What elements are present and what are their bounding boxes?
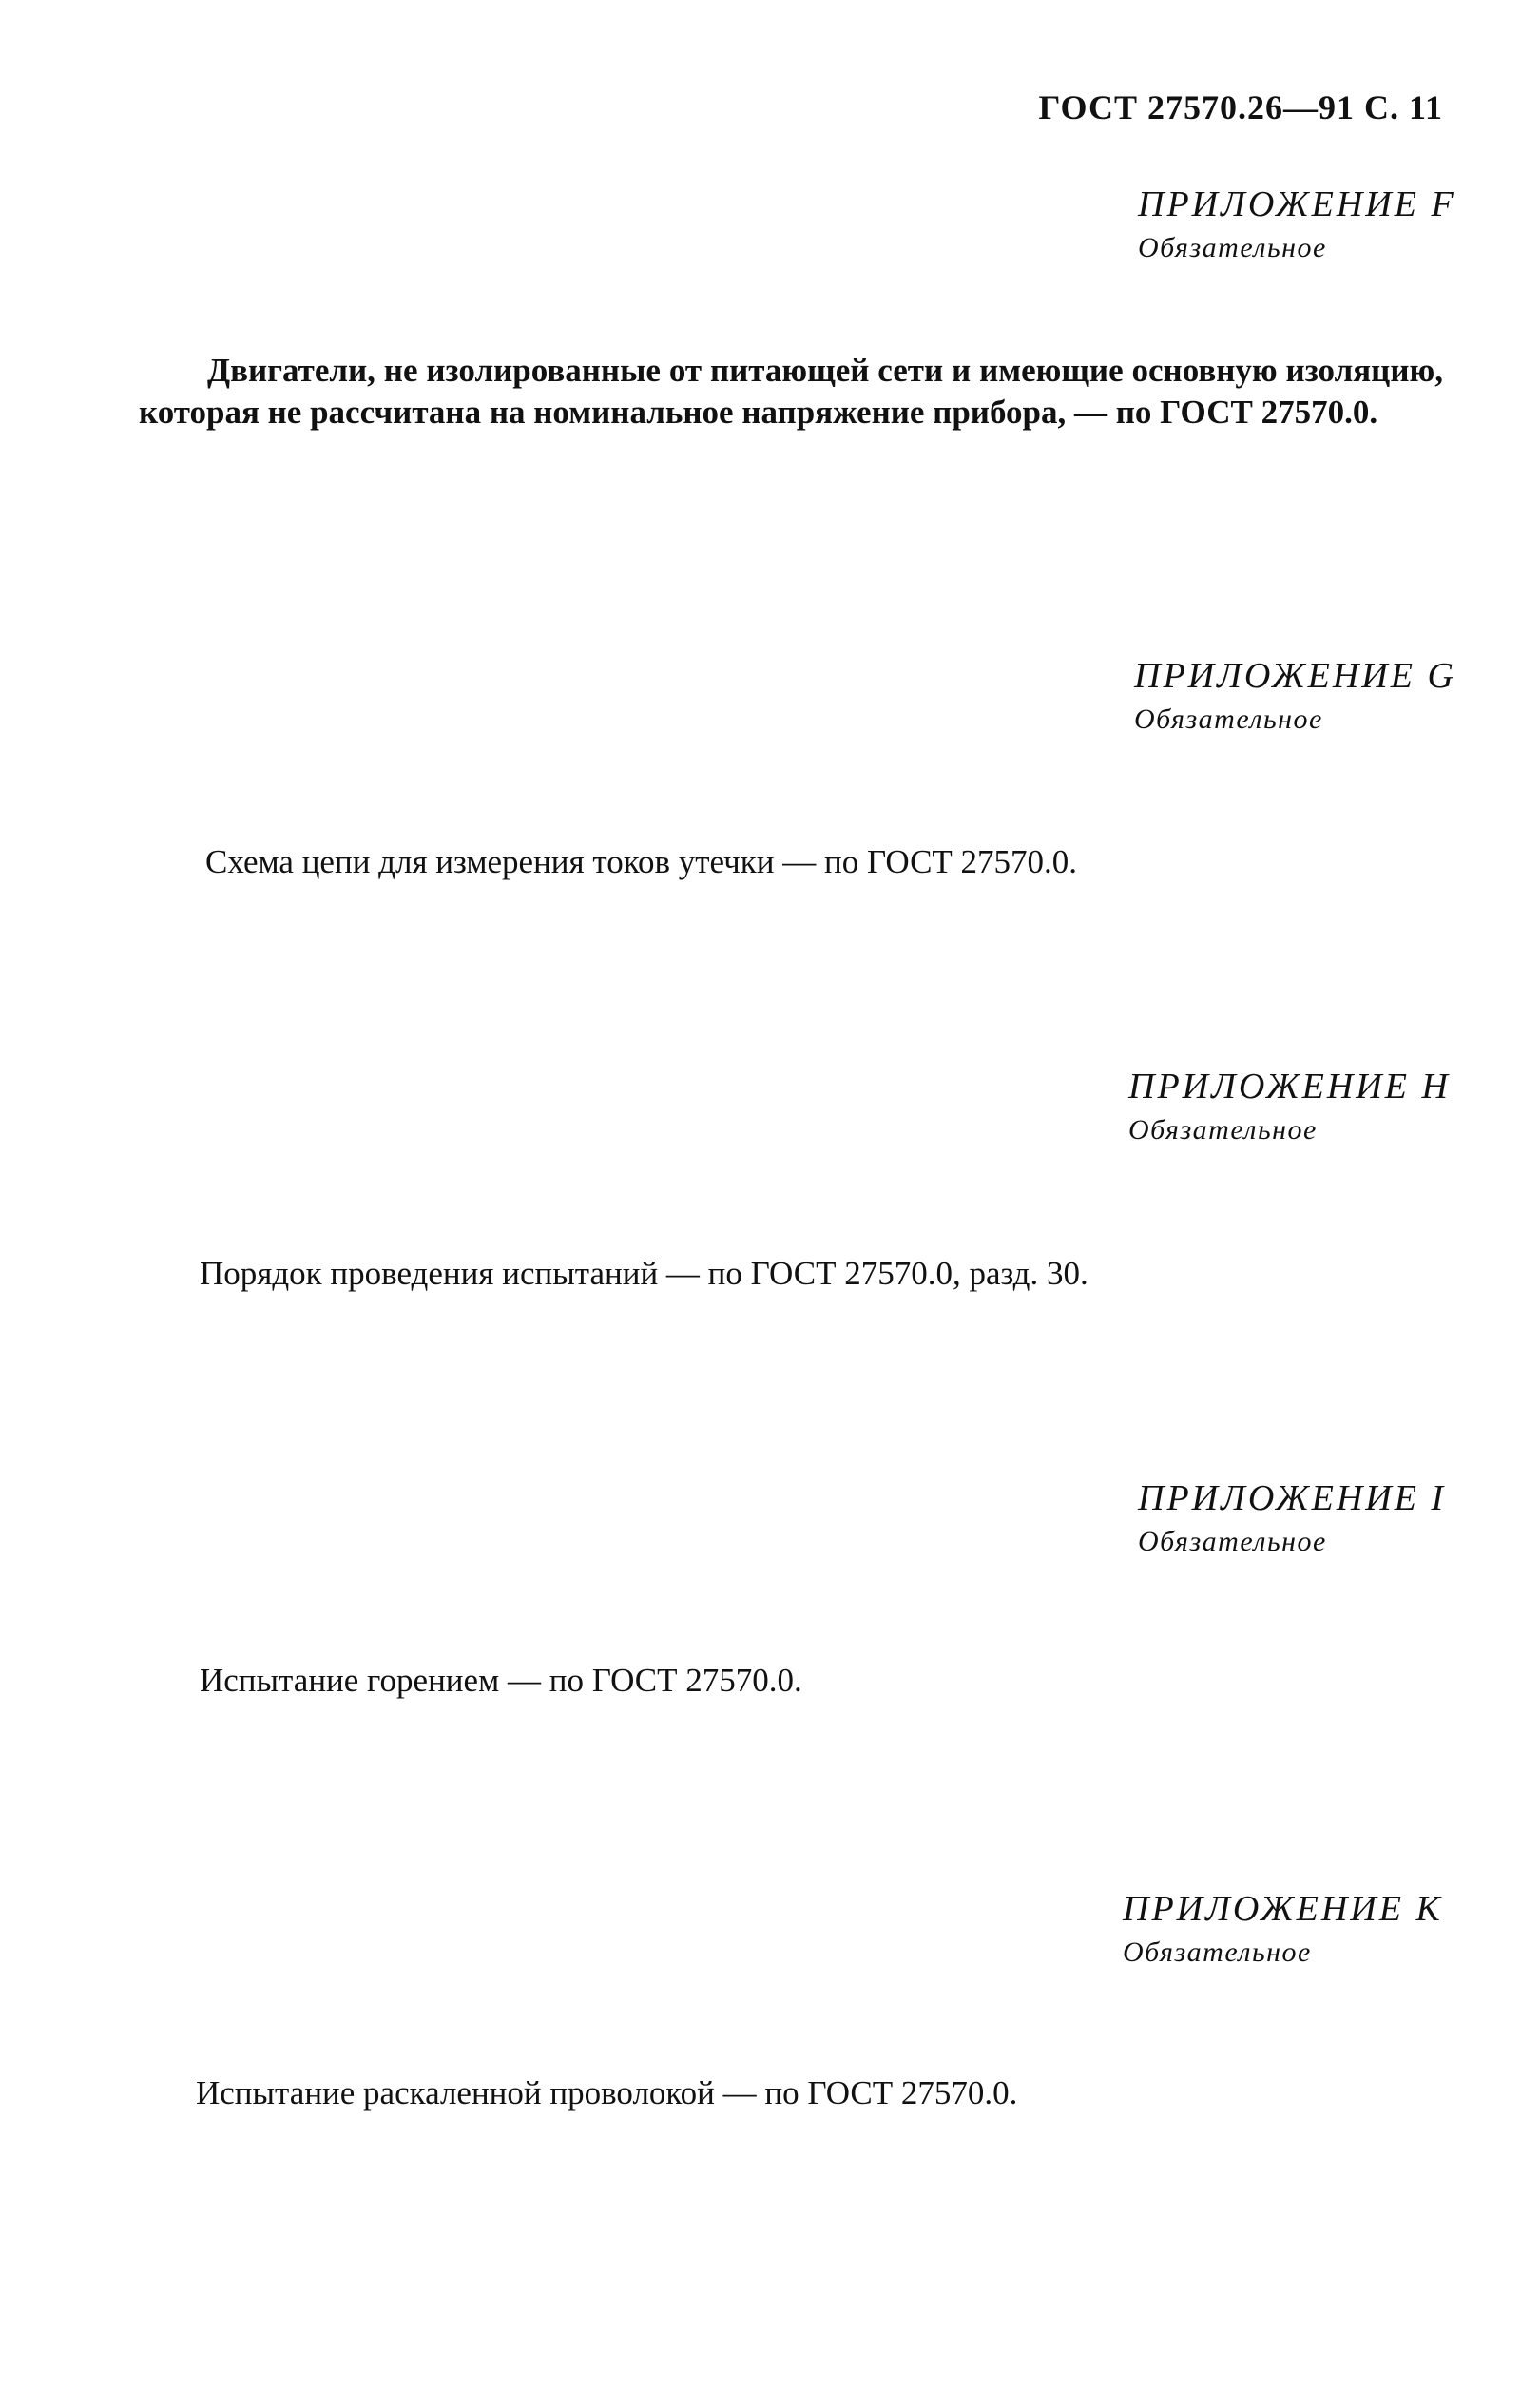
appendix-g-text: Схема цепи для измерения токов утечки — по ГОСТ 27570.0. bbox=[205, 843, 1078, 880]
appendix-f-heading bbox=[1138, 183, 1456, 265]
appendix-h-title: ПРИЛОЖЕНИЕ H bbox=[1128, 1067, 1451, 1107]
appendix-k-text: Испытание раскаленной проволокой — по ГОСТ 27570.0. bbox=[196, 2074, 1018, 2111]
appendix-i-text: Испытание горением — по ГОСТ 27570.0. bbox=[200, 1662, 802, 1699]
appendix-i-title: ПРИЛОЖЕНИЕ I bbox=[1138, 1478, 1447, 1518]
appendix-f-text: Двигатели, не изолированные от питающей сети и имеющие основную изоляцию, которая не рассчитана на номинальное напряжение прибора, — по ГОСТ 27570.0. bbox=[139, 352, 1443, 431]
appendix-h-status: Обязательное bbox=[1128, 1113, 1318, 1146]
page-header: ГОСТ 27570.26—91 С. 11 bbox=[1038, 88, 1443, 126]
appendix-g-title: ПРИЛОЖЕНИЕ G bbox=[1134, 656, 1456, 696]
appendix-h-text: Порядок проведения испытаний — по ГОСТ 27570.0, разд. 30. bbox=[200, 1255, 1088, 1292]
appendix-k-heading bbox=[1123, 1887, 1443, 1970]
appendix-i-heading bbox=[1138, 1476, 1446, 1559]
appendix-f-title: ПРИЛОЖЕНИЕ F bbox=[1138, 184, 1456, 224]
appendix-k-status: Обязательное bbox=[1123, 1936, 1312, 1968]
appendix-f-status: Обязательное bbox=[1138, 231, 1327, 263]
appendix-g-status: Обязательное bbox=[1134, 703, 1323, 735]
appendix-k-title: ПРИЛОЖЕНИЕ K bbox=[1123, 1889, 1443, 1929]
appendix-h-heading bbox=[1128, 1065, 1451, 1147]
appendix-i-status: Обязательное bbox=[1138, 1525, 1327, 1557]
appendix-g-heading bbox=[1134, 654, 1456, 737]
